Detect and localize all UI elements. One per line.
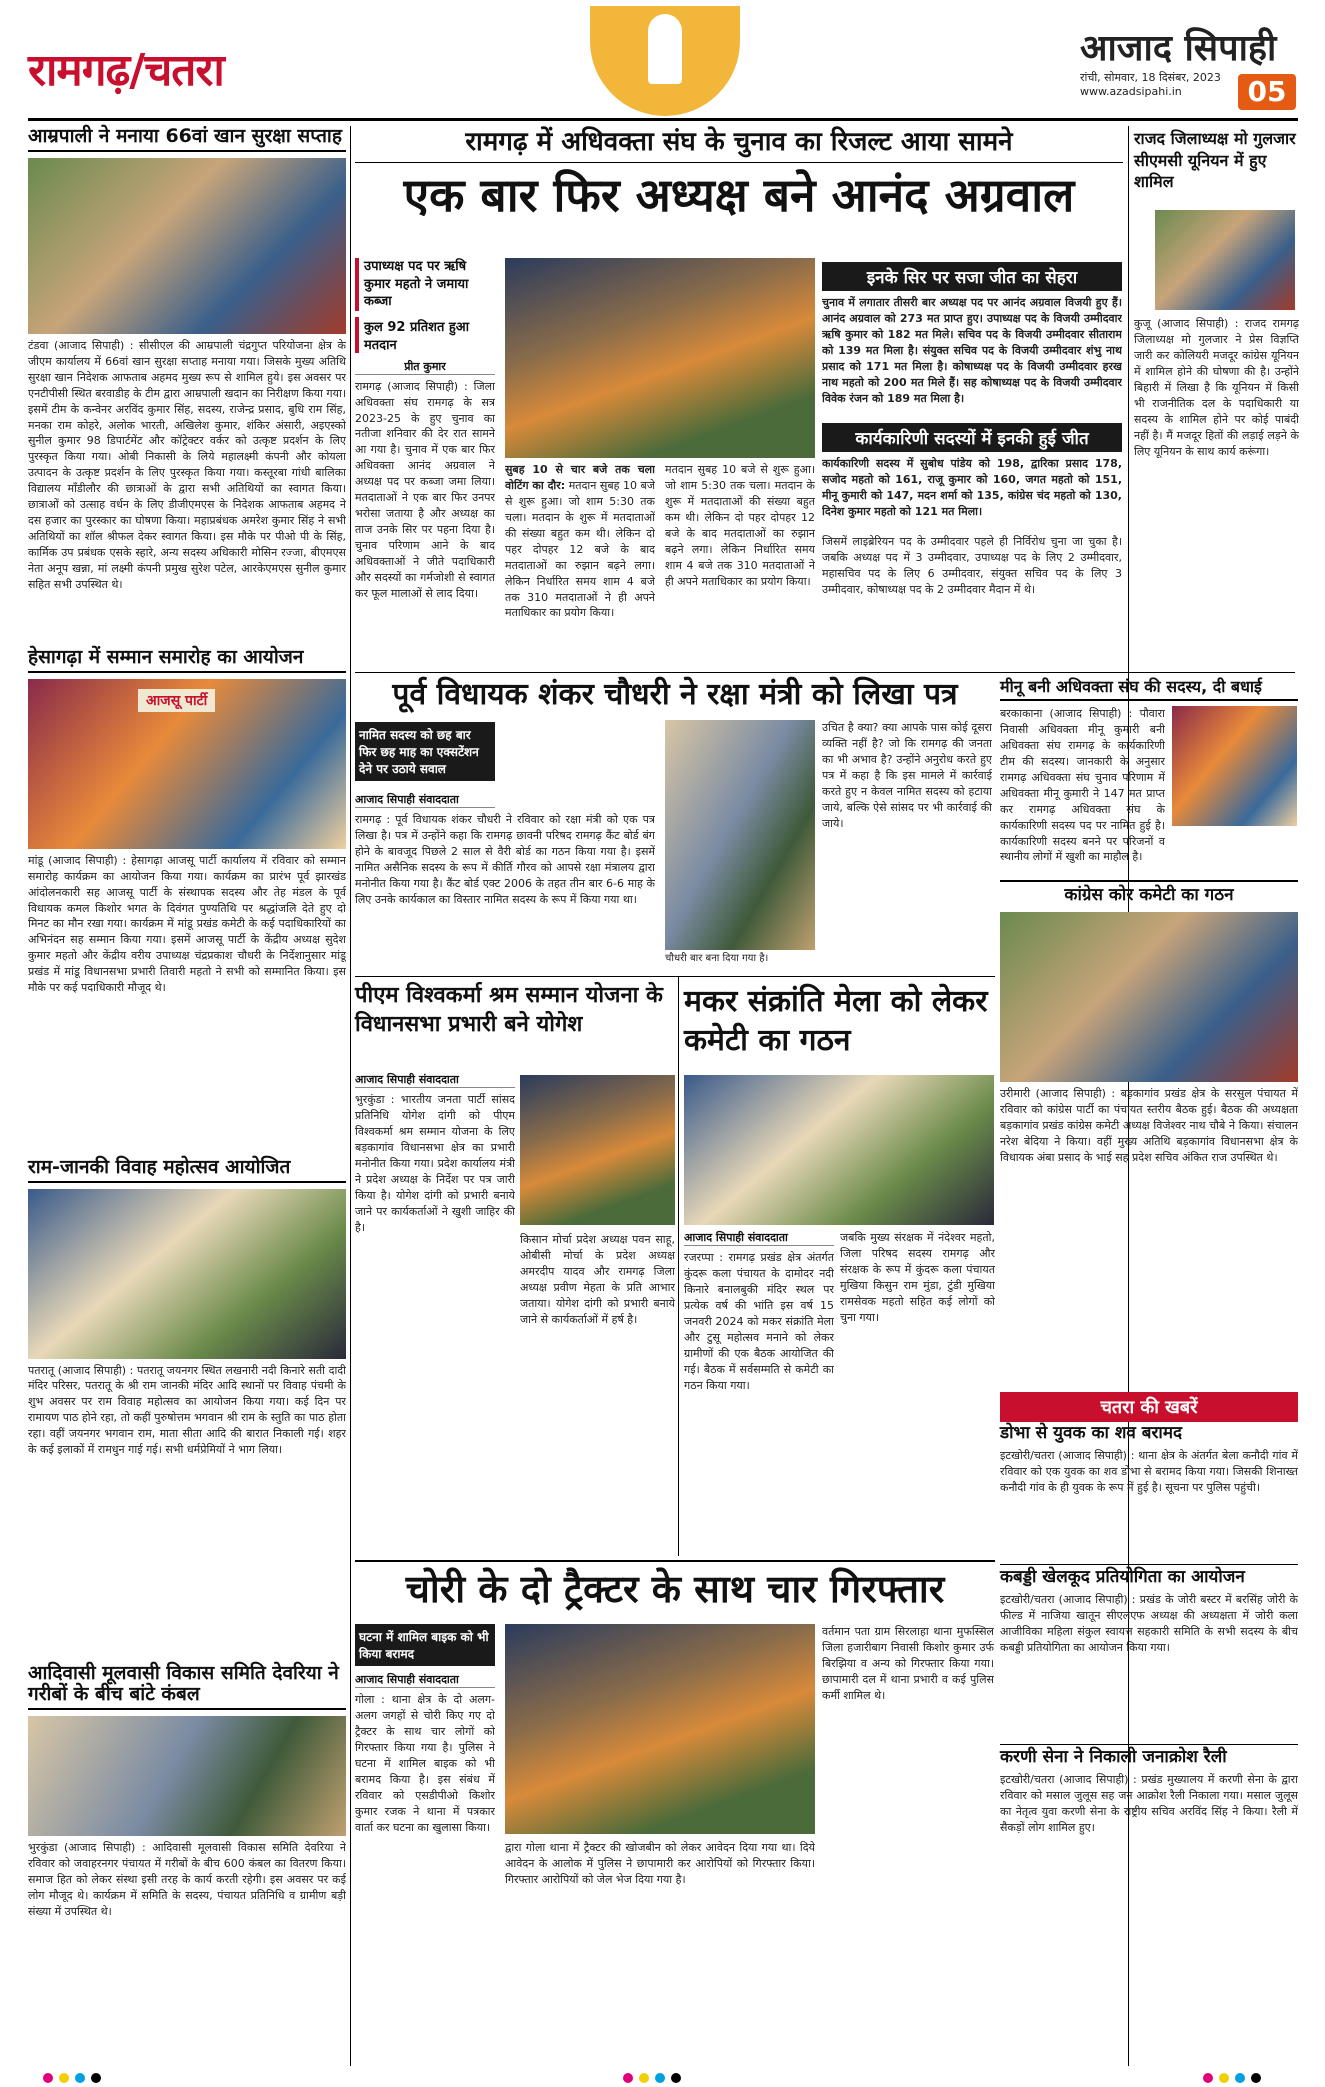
column-divider — [350, 126, 351, 2066]
lead-left-col — [355, 258, 495, 668]
photo-yogesh — [520, 1075, 675, 1225]
story-divider — [678, 976, 679, 1556]
photo-congress — [1000, 912, 1298, 1082]
tractor-byline: आजाद सिपाही संवाददाता — [355, 1672, 495, 1688]
lead-photo-text — [505, 462, 815, 668]
gulzar-body: कुजू (आजाद सिपाही) : राजद रामगढ़ जिलाध्यक्ष मो गुलजार ने प्रेस विज्ञप्ति जारी कर कोलियरी मजदूर कांग्रेस यूनियन में शामिल होने की घोषणा की है। उन्होंने बिहारी में लिखा है कि यूनियन में किसी भी राजनीतिक दल के पदाधिकारी या सदस्य के शामिल होने पर कोई पाबंदी नहीं है। मैं मजदूर हितों की लड़ाई लड़ने के लिए यूनियन के साथ कार्य करूंगा। — [1134, 317, 1299, 458]
lead-body: रामगढ़ (आजाद सिपाही) : जिला अधिवक्ता संघ रामगढ़ के सत्र 2023-25 के हुए चुनाव का नतीजा शनिवार की देर रात सामने आ गया है। चुनाव में एक बार फिर अधिवक्ता आनंद अग्रवाल ने अध्यक्ष पद पर कब्जा जमा लिया। मतदाताओं ने एक बार फिर उनपर भरोसा जताया है और अध्यक्ष का ताज उनके सिर पर पहना दिया है। चुनाव परिणाम आने के बाद अधिवक्ताओं ने जीते पदाधिकारी और सदस्यों का गर्मजोशी से स्वागत कर फूल मालाओं से लाद दिया। — [355, 379, 495, 600]
photo-blanket — [28, 1716, 346, 1836]
masthead-rule — [28, 118, 1298, 121]
headline-ram-janki: राम-जानकी विवाह महोत्सव आयोजित — [28, 1157, 346, 1183]
article-ram-janki: पतरातू (आजाद सिपाही) : पतरातू जयनगर स्थित लखनारी नदी किनारे सती दादी मंदिर परिसर, पतरातू के श्री राम जानकी मंदिर आदि स्थानों पर विवाह पंचमी के शुभ अवसर पर राम विवाह महोत्सव का आयोजन किया गया। कई दिन पर रामायण पाठ होने रहा, तो कहीं पुरुषोत्तम भगवान श्री राम के स्तुति का पाठ होता रहा। वहीं जयनगर भगवान राम, माता सीता आदि की बारात निकाली गई। शहर के कई इलाकों में रामधुन गाई गई। सभी धर्मप्रेमियों ने भाग लिया। — [28, 1363, 346, 1457]
congress-headline: कांग्रेस कोर कमेटी का गठन — [1000, 880, 1298, 906]
lead-subhead2: कुल 92 प्रतिशत हुआ मतदान — [355, 317, 495, 353]
page-number: 05 — [1238, 74, 1296, 110]
lead-subhead: उपाध्यक्ष पद पर ऋषि कुमार महतो ने जमाया कब्जा — [355, 258, 495, 311]
lead-winners-box — [822, 262, 1122, 654]
winners-body: चुनाव में लगातार तीसरी बार अध्यक्ष पद पर आनंद अग्रवाल विजयी हुए हैं। आनंद अग्रवाल को 273 मत प्राप्त हुए। उपाध्यक्ष पद के विजयी उम्मीदवार ऋषि कुमार को 182 मत मिले। सचिव पद के विजयी उम्मीदवार सीताराम को 139 मत मिला है। संयुक्त सचिव पद के विजयी उम्मीदवार शंभु नाथ प्रसाद को 171 मत मिला है। कोषाध्यक्ष पद के विजयी उम्मीदवार हरख नाथ महतो को 200 मत मिले हैं। सह कोषाध्यक्ष पद के विजयी उम्मीदवार विवेक रंजन को 189 मत मिला है। — [822, 296, 1122, 405]
shankar-byline: आजाद सिपाही संवाददाता — [355, 792, 495, 808]
shankar-tag: नामित सदस्य को छह बार फिर छह माह का एक्सटेंशन देने पर उठाये सवाल — [355, 722, 495, 781]
kabaddi-body: इटखोरी/चतरा (आजाद सिपाही) : प्रखंड के जोरी बस्टर में बरसिंह जोरी के फील्ड में नाजिया खातून सीएलएफ अध्यक्ष की अध्यक्षता में जोरी कला आजीविका महिला संकुल स्वायत्त सहकारी समिति के सभी सदस्य के बीच कबड्डी प्रतियोगिता का आयोजन किया गया। — [1000, 1593, 1298, 1654]
article-hesagarha: मांडू (आजाद सिपाही) : हेसागढ़ा आजसू पार्टी कार्यालय में रविवार को सम्मान समारोह कार्यक्रम का आयोजन किया गया। कार्यक्रम का प्रारंभ पूर्व झारखंड आंदोलनकारी सह आजसू पार्टी के संस्थापक सदस्य और तेह मंडल के पूर्व विधायक कमल किशोर भगत के दिवंगत पुण्यतिथि पर श्रद्धांजलि देते हुए दो मिनट का मौन रखा गया। कार्यक्रम में मांडू प्रखंड कमेटी के कई पदाधिकारियों का अभिनंदन सह सम्मान किया गया। इसमें आजसू पार्टी के केंद्रीय अध्यक्ष सुदेश कुमार महतो और केंद्रीय वरीय उपाध्यक्ष चंद्रप्रकाश चौधरी के निर्देशानुसार मांडू प्रखंड में मांडू विधानसभा प्रभारी तिवारी महतो ने सभी को सम्मानित किया। इस मौके पर कई पदाधिकारी मौजूद थे। — [28, 853, 346, 995]
congress-body: उरीमारी (आजाद सिपाही) : बड़कागांव प्रखंड क्षेत्र के सरसुल पंचायत में रविवार को कांग्रेस पार्टी का पंचायत स्तरीय बैठक हुई। बैठक की अध्यक्षता बड़कागांव प्रखंड कांग्रेस कमेटी अध्यक्ष विजेश्वर नाथ चौबे ने किया। संचालन नरेश बेदिया ने किया। वहीं मुख्य अतिथि बड़कागांव विधानसभा क्षेत्र के विधायक अंबा प्रसाद के भाई सह प्रदेश सचिव अंकित राज उपस्थित थे। — [1000, 1087, 1298, 1164]
section-rule-1 — [355, 672, 1295, 673]
tractor-body2: द्वारा गोला थाना में ट्रैक्टर की खोजबीन को लेकर आवेदन दिया गया था। दिये आवेदन के आलोक में पुलिस ने छापामारी कर आरोपियों को गिरफ्तार किया। गिरफ्तार आरोपियों को जेल भेज दिया गया है। — [505, 1841, 815, 1886]
photo-ram-janki — [28, 1189, 346, 1359]
shankar-body2: उचित है क्या? क्या आपके पास कोई दूसरा व्यक्ति नहीं है? जो कि रामगढ़ की जनता का भी अभाव है? उन्होंने अनुरोध करते हुए पत्र में कहा है कि इस मामले में कार्रवाई करते हुए न केवल नामित सदस्य को हटाया जाये, बल्कि ऐसे सांसद पर भी कार्रवाई की जाये। — [822, 721, 992, 830]
section-rule-2 — [355, 976, 995, 977]
article-blanket: भुरकुंडा (आजाद सिपाही) : आदिवासी मूलवासी विकास समिति देवरिया ने रविवार को जवाहरनगर पंचायत में गरीबों के बीच 600 कंबल का वितरण किया। समाज हित को लेकर संस्था इसी तरह के कार्य करती रहेगी। इस अवसर पर कई लोग मौजूद थे। कार्यक्रम में समिति के सदस्य, पंचायत प्रतिनिधि व ग्रामीण बड़ी संख्या में उपस्थित थे। — [28, 1841, 346, 1918]
ajsu-banner: आजसू पार्टी — [138, 689, 215, 712]
makar-byline: आजाद सिपाही संवाददाता — [684, 1230, 834, 1246]
yogesh-body2: किसान मोर्चा प्रदेश अध्यक्ष पवन साहू, ओबीसी मोर्चा के प्रदेश अध्यक्ष अमरदीप यादव और रामगढ़ जिला अध्यक्ष प्रवीण मेहता के प्रति आभार जताया। योगेश दांगी को प्रभारी बनाये जाने से कार्यकर्ताओं में हर्ष है। — [520, 1233, 675, 1326]
tractor-headline: चोरी के दो ट्रैक्टर के साथ चार गिरफ्तार — [405, 1567, 945, 1611]
meenu-story — [1000, 678, 1298, 701]
meenu-body: बरकाकाना (आजाद सिपाही) : पौवारा निवासी अधिवक्ता मीनू कुमारी बनी अधिवक्ता संघ रामगढ़ के कार्यकारिणी टीम की सदस्य। जानकारी के अनुसार रामगढ़ अधिवक्ता संघ चुनाव परिणाम में अधिवक्ता मीनू कुमारी ने 147 मत प्राप्त कर रामगढ़ अधिवक्ता संघ के कार्यकारिणी सदस्य पद पर नामित हुई है। कार्यकारिणी सदस्य बनने पर परिजनों व स्थानीय लोगों में खुशी का माहौल है। — [1000, 707, 1165, 864]
karni-body: इटखोरी/चतरा (आजाद सिपाही) : प्रखंड मुख्यालय में करणी सेना के द्वारा रविवार को मसाल जुलूस सह जन आक्रोश रैली निकाला गया। मसाल जुलूस का नेतृत्व युवा करणी सेना के राष्ट्रीय सचिव अरविंद सिंह ने किया। रैली में सैकड़ों लोग शामिल हुए। — [1000, 1773, 1298, 1834]
chatra-news-banner: चतरा की खबरें — [1000, 1392, 1298, 1422]
tractor-tag: घटना में शामिल बाइक को भी किया बरामद — [355, 1624, 495, 1666]
shankar-body: रामगढ़ : पूर्व विधायक शंकर चौधरी ने रविवार को रक्षा मंत्री को एक पत्र लिखा है। पत्र में उन्होंने कहा कि रामगढ़ छावनी परिषद रामगढ़ कैंट बोर्ड बंग होने के बावजूद पिछले 2 साल से वैरी बोर्ड का गठन किया गया है। इसमें नामित असैनिक सदस्य के रूप में कीर्ति गौरव को आपसे रक्षा मंत्रालय द्वारा मनोनीत किया गया है। कैंट बोर्ड एक्ट 2006 के तहत तीन बार 6-6 माह के लिए उनके कार्यकाल का विस्तार नामित सदस्य के रूप में किया गया था। — [355, 813, 655, 906]
winners-title: इनके सिर पर सजा जीत का सेहरा — [822, 262, 1122, 291]
lead-caption-body: सुबह 10 से चार बजे तक चला वोटिंग का दौर: मतदान सुबह 10 बजे से शुरू हुआ। जो शाम 5:30 तक चला। मतदान के शुरू में मतदाताओं की संख्या बहुत कम थी। लेकिन दो पहर दोपहर 12 बजे के बाद मतदाताओं का रुझान बढ़ने लगा। लेकिन निर्धारित समय शाम 4 बजे तक 310 मतदाताओं ने ही अपने मताधिकार का प्रयोग किया। — [505, 463, 655, 620]
section-rule-3 — [355, 1560, 995, 1562]
meenu-headline: मीनू बनी अधिवक्ता संघ की सदस्य, दी बधाई — [1000, 678, 1298, 701]
shankar-caption: चौधरी बार बना दिया गया है। — [665, 953, 769, 964]
tractor-body: गोला : थाना क्षेत्र के दो अलग-अलग जगहों से चोरी किए गए दो ट्रैक्टर के साथ चार लोगों को गिरफ्तार किया गया है। पुलिस ने घटना में शामिल बाइक को भी बरामद किया है। इस संबंध में रविवार को एसडीपीओ किशोर कुमार रजक ने थाना में पत्रकार वार्ता कर घटना का खुलासा किया। — [355, 1693, 495, 1834]
print-marks-left — [40, 2068, 104, 2087]
photo-advocates — [505, 258, 815, 458]
lead-headline: एक बार फिर अध्यक्ष बने आनंद अग्रवाल — [403, 167, 1075, 222]
lead-body-continued: मतदान सुबह 10 बजे से शुरू हुआ। जो शाम 5:30 तक चला। मतदान के शुरू में मतदाताओं की संख्या बहुत कम थी। लेकिन दो पहर दोपहर 12 बजे के बाद मतदाताओं का रुझान बढ़ने लगा। लेकिन निर्धारित समय शाम 4 बजे तक 310 मतदाताओं ने ही अपने मताधिकार का प्रयोग किया। — [665, 463, 815, 588]
column-left — [28, 126, 346, 2066]
lead-byline: प्रीत कुमार — [355, 359, 495, 375]
photo-makar — [684, 1075, 994, 1225]
dobha-headline: डोभा से युवक का शव बरामद — [1000, 1423, 1183, 1443]
print-marks-center — [620, 2068, 684, 2087]
photo-gulzar — [1155, 210, 1295, 310]
yogesh-body: भुरकुंडा : भारतीय जनता पार्टी सांसद प्रतिनिधि योगेश दांगी को पीएम विश्वकर्मा श्रम सम्मान योजना के लिए बड़कागांव विधानसभा क्षेत्र का प्रभारी मनोनीत किया गया। प्रदेश कार्यालय मंत्री ने प्रदेश अध्यक्ष के निर्देश पर पत्र जारी किया है। योगेश दांगी को प्रभारी बनाये जाने पर कार्यकर्ताओं ने खुशी जाहिर की है। — [355, 1093, 515, 1234]
yogesh-headline: पीएम विश्वकर्मा श्रम सम्मान योजना के विधानसभा प्रभारी बने योगेश — [355, 983, 663, 1037]
tractor-body3: वर्तमान पता ग्राम सिरलाहा थाना मुफस्सिल जिला हजारीबाग निवासी किशोर कुमार उर्फ बिरझिया व अन्य को गिरफ्तार किया गया। छापामारी दल में थाना प्रभारी व कई पुलिस कर्मी शामिल थे। — [822, 1625, 994, 1702]
article-amrapali: टंडवा (आजाद सिपाही) : सीसीएल की आम्रपाली चंद्रगुप्त परियोजना क्षेत्र के जीएम कार्यालय में 66वां खान सुरक्षा सप्ताह मनाया गया। जिसके मुख्य अतिथि सुरक्षा खान निदेशक आफताब अहमद मुख्य रूप से शामिल हुये। इस अवसर पर एनटीपीसी स्थित बरवाडीह के टीम द्वारा आम्रपाली खदान का निरीक्षण किया गया। इसमें टीम के कन्वेनर अरविंद कुमार सिंह, सदस्य, राजेन्द्र प्रसाद, बुधि राम सिंह, मनका राम कोहरे, अलोक भारती, अखिलेश कुमार, शंकिर अंसारी, अइएस्को सुनील कुमार 98 डिपार्टमेंट और कॉट्रेक्टर वर्कर को उत्कृष्ट प्रदर्शन के लिए पुरस्कृत किया गया। ओबी निकासी के लिये महालक्ष्मी कंपनी और कोयला उत्पादन के उत्कृष्ट प्रदर्शन के लिए पुरस्कृत किया गया। कस्तूरबा गांधी बालिका विद्यालय माँडीलौर की छात्राओं के द्वारा सभी अतिथियों का स्वागत किया। छात्राओं को उत्साह वर्धन के लिए डीजीएमएस के निदेशक आफताब अहमद ने दस हजार का पुरस्कार का घोषणा किया। महाप्रबंधक अमरेश कुमार सिंह ने सभी अतिथियों का शॉल श्रीफल देकर स्वागत किया। इस मौके पर पीओ पी के सिंह, कार्मिक उप प्रबंधक एसके स्हारे, अन्य सदस्य अधिकारी मोसिन रज्जा, बीएमएस नेता अनूप खन्ना, मां लक्ष्मी कंपनी प्रमुख सुरेश पटेल, आरकेएमएस सुनील कुमार सहित सभी उपस्थित थे। — [28, 338, 346, 591]
photo-safety-week — [28, 158, 346, 334]
headline-blanket: आदिवासी मूलवासी विकास समिति देवरिया ने गरीबों के बीच बांटे कंबल — [28, 1663, 346, 1711]
kabaddi-headline: कबड्डी खेलकूद प्रतियोगिता का आयोजन — [1000, 1564, 1298, 1588]
headline-hesagarha: हेसागढ़ा में सम्मान समारोह का आयोजन — [28, 647, 346, 673]
headline-amrapali: आम्रपाली ने मनाया 66वां खान सुरक्षा सप्ताह — [28, 126, 346, 152]
makar-headline: मकर संक्रांति मेला को लेकर कमेटी का गठन — [684, 984, 988, 1058]
dateline: रांची, सोमवार, 18 दिसंबर, 2023 www.azadsipahi.in — [1080, 71, 1221, 98]
print-marks-right — [1200, 2068, 1264, 2087]
photo-tractor — [505, 1624, 815, 1834]
photo-shankar — [665, 720, 815, 950]
section-title: रामगढ़/चतरा — [28, 45, 224, 96]
karni-headline: करणी सेना ने निकाली जनाक्रोश रैली — [1000, 1744, 1298, 1768]
photo-ajsu-event — [28, 679, 346, 849]
makar-body: रजरप्पा : रामगढ़ प्रखंड क्षेत्र अंतर्गत कुंदरू कला पंचायत के दामोदर नदी किनारे बनालबुकी मंदिर स्थल पर प्रत्येक वर्ष की भांति इस वर्ष 15 जनवरी 2024 को मकर संक्रांति मेला और टुसू महोत्सव मनाने को लेकर ग्रामीणों की एक बैठक आयोजित की गई। बैठक में सर्वसम्मति से कमेटी का गठन किया गया। — [684, 1251, 834, 1392]
makar-body2: जबकि मुख्य संरक्षक में नंदेश्वर महतो, जिला परिषद सदस्य रामगढ़ और संरक्षक के रूप में कुंदरू कला पंचायत मुखिया किसुन राम मुंडा, टुंडी मुखिया रामसेवक महतो सहित कई लोगों को चुना गया। — [840, 1231, 995, 1324]
yogesh-byline: आजाद सिपाही संवाददाता — [355, 1072, 515, 1088]
executive-title: कार्यकारिणी सदस्यों में इनकी हुई जीत — [822, 423, 1122, 452]
gulzar-headline: राजद जिलाध्यक्ष मो गुलजार सीएमसी यूनियन में हुए शामिल — [1134, 129, 1296, 192]
shankar-headline: पूर्व विधायक शंकर चौधरी ने रक्षा मंत्री को लिखा पत्र — [392, 677, 958, 712]
lead-story — [355, 128, 1123, 222]
lead-kicker: रामगढ़ में अधिवक्ता संघ के चुनाव का रिजल्ट आया सामने — [355, 128, 1123, 163]
paper-name: आजाद सिपाही — [1080, 28, 1277, 69]
pen-nib-icon — [648, 14, 682, 84]
dobha-body: इटखोरी/चतरा (आजाद सिपाही) : थाना क्षेत्र के अंतर्गत बेला कनौदी गांव में रविवार को एक युवक का शव डोभा से बरामद किया गया। जिसकी शिनाख्त कनौदी गांव के ही युवक के रूप में हुई है। सूचना पर पुलिस पहुंची। — [1000, 1449, 1298, 1494]
gulzar-story — [1134, 128, 1299, 193]
lead-body3: जिसमें लाइब्रेरियन पद के उम्मीदवार पहले ही निर्विरोध चुना जा चुका है। जबकि अध्यक्ष पद में 3 उम्मीदवार, उपाध्यक्ष पद के लिए 2 उम्मीदवार, महासचिव पद के लिए 6 उम्मीदवार, संयुक्त सचिव पद के लिए 3 उम्मीदवार, कोषाध्यक्ष पद के 2 उम्मीदवार मैदान में थे। — [822, 535, 1122, 596]
photo-meenu — [1172, 706, 1297, 826]
executive-body: कार्यकारिणी सदस्य में सुबोध पांडेय को 198, द्वारिका प्रसाद 178, सजोद महतो को 161, राजू कुमार को 160, जगत महतो को 151, मीनू कुमारी को 147, मदन शर्मा को 135, कांग्रेस चंद महतो को 130, दिनेश कुमार महतो को 121 मत मिला। — [822, 457, 1122, 518]
